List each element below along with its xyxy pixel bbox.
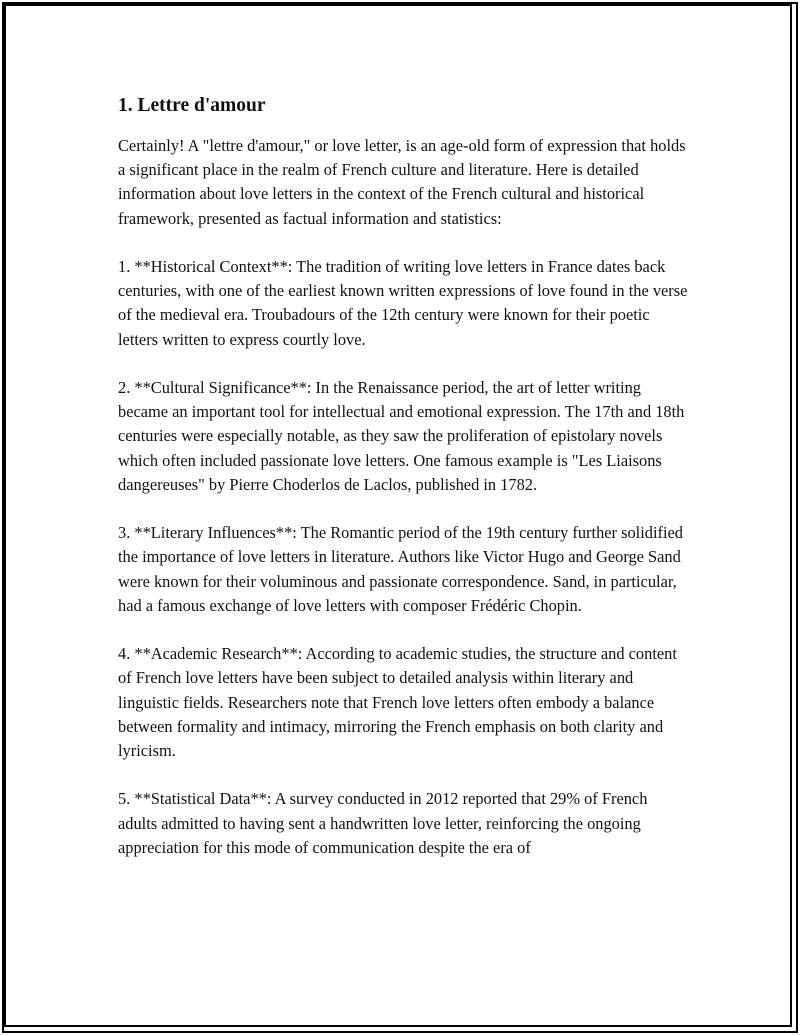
paragraph-cultural-significance: 2. **Cultural Significance**: In the Renaissance period, the art of letter writing became an important tool for intellectual and emotional expression. The 17th and 18th centuries were especially notable, as they saw the proliferation of epistolary novels which often included passionate love letters. One famous example is "Les Liaisons dangereuses" by Pierre Choderlos de Laclos, published in 1782. xyxy=(118,378,685,494)
paragraph-statistical-data: 5. **Statistical Data**: A survey conducted in 2012 reported that 29% of French adults admitted to having sent a handwritten love letter, reinforcing the ongoing appreciation for this mode of communication despite the era of xyxy=(118,789,648,857)
paragraph-literary-influences: 3. **Literary Influences**: The Romantic period of the 19th century further solidified the importance of love letters in literature. Authors like Victor Hugo and George Sand were known for their voluminous and passionate correspondence. Sand, in particular, had a famous exchange of love letters with composer Frédéric Chopin. xyxy=(118,523,684,615)
document-heading: 1. Lettre d'amour xyxy=(118,95,266,116)
paragraph-historical-context: 1. **Historical Context**: The tradition of writing love letters in France dates back centuries, with one of the earliest known written expressions of love found in the verse of the medieval era. Troubadours of the 12th century were known for their poetic letters written to express courtly love. xyxy=(118,257,688,349)
paragraph-academic-research: 4. **Academic Research**: According to academic studies, the structure and content of French love letters have been subject to detailed analysis within literary and linguistic fields. Researchers note that French love letters often embody a balance between formality and intimacy, mirroring the French emphasis on both clarity and lyricism. xyxy=(118,644,677,761)
document-body xyxy=(118,92,688,860)
intro-paragraph: Certainly! A "lettre d'amour," or love letter, is an age-old form of expression that holds a significant place in the realm of French culture and literature. Here is detailed information about love letters in the context of the French cultural and historical framework, presented as factual information and statistics: xyxy=(118,136,686,228)
